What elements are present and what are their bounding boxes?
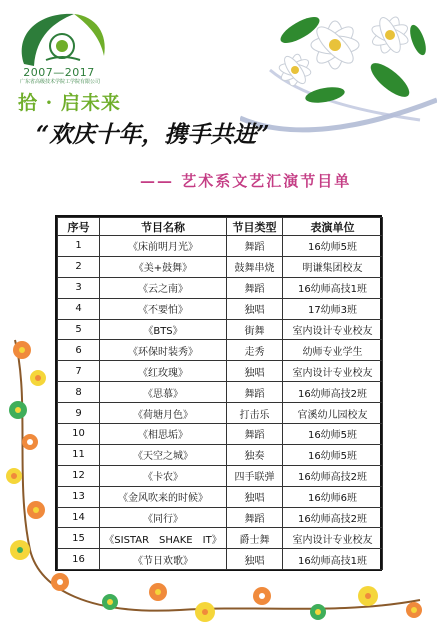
logo-slogan: 拾 · 启未来 bbox=[18, 92, 121, 114]
row-number: 6 bbox=[58, 340, 100, 361]
program-type: 舞蹈 bbox=[227, 507, 283, 528]
program-type: 独唱 bbox=[227, 298, 283, 319]
program-type: 走秀 bbox=[227, 340, 283, 361]
program-type: 舞蹈 bbox=[227, 382, 283, 403]
table-header-row bbox=[58, 218, 383, 236]
program-type: 舞蹈 bbox=[227, 277, 283, 298]
program-name: 《云之南》 bbox=[100, 277, 227, 298]
program-name: 《SISTAR SHAKE IT》 bbox=[100, 528, 227, 549]
performer: 室内设计专业校友 bbox=[283, 528, 383, 549]
table-row bbox=[58, 507, 383, 528]
table-row bbox=[58, 403, 383, 424]
table-row bbox=[58, 298, 383, 319]
performer: 室内设计专业校友 bbox=[283, 319, 383, 340]
program-type: 街舞 bbox=[227, 319, 283, 340]
performer: 16幼师5班 bbox=[283, 236, 383, 257]
table-row bbox=[58, 382, 383, 403]
motto-heading: “欢庆十年，携手共进” bbox=[36, 121, 270, 148]
program-name: 《天空之城》 bbox=[100, 444, 227, 465]
program-name: 《荷塘月色》 bbox=[100, 403, 227, 424]
program-name: 《环保时装秀》 bbox=[100, 340, 227, 361]
row-number: 8 bbox=[58, 382, 100, 403]
program-type: 打击乐 bbox=[227, 403, 283, 424]
program-name: 《不要怕》 bbox=[100, 298, 227, 319]
row-number: 3 bbox=[58, 277, 100, 298]
table-row bbox=[58, 444, 383, 465]
white-flowers-decoration bbox=[240, 0, 437, 140]
table-row bbox=[58, 486, 383, 507]
row-number: 4 bbox=[58, 298, 100, 319]
performer: 16幼师高技2班 bbox=[283, 507, 383, 528]
performer: 官溪幼儿园校友 bbox=[283, 403, 383, 424]
performer: 明谦集团校友 bbox=[283, 256, 383, 277]
program-type: 鼓舞串烧 bbox=[227, 256, 283, 277]
table-row bbox=[58, 424, 383, 445]
row-number: 7 bbox=[58, 361, 100, 382]
table-row bbox=[58, 236, 383, 257]
performer: 16幼师高技1班 bbox=[283, 549, 383, 570]
program-name: 《思慕》 bbox=[100, 382, 227, 403]
program-name: 《卡农》 bbox=[100, 465, 227, 486]
program-type: 四手联弹 bbox=[227, 465, 283, 486]
table-row bbox=[58, 256, 383, 277]
row-number: 12 bbox=[58, 465, 100, 486]
row-number: 5 bbox=[58, 319, 100, 340]
table-row bbox=[58, 340, 383, 361]
program-name: 《美+鼓舞》 bbox=[100, 256, 227, 277]
program-name: 《节日欢歌》 bbox=[100, 549, 227, 570]
row-number: 2 bbox=[58, 256, 100, 277]
performer: 幼师专业学生 bbox=[283, 340, 383, 361]
table-row bbox=[58, 277, 383, 298]
program-type: 独唱 bbox=[227, 549, 283, 570]
program-name: 《红玫瑰》 bbox=[100, 361, 227, 382]
logo-years: 2007—2017 bbox=[23, 66, 95, 79]
row-number: 10 bbox=[58, 424, 100, 445]
row-number: 14 bbox=[58, 507, 100, 528]
table-row bbox=[58, 361, 383, 382]
table-row bbox=[58, 528, 383, 549]
row-number: 1 bbox=[58, 236, 100, 257]
program-name: 《相思垢》 bbox=[100, 424, 227, 445]
program-table bbox=[55, 215, 382, 571]
program-name: 《同行》 bbox=[100, 507, 227, 528]
performer: 16幼师高技1班 bbox=[283, 277, 383, 298]
program-type: 独奏 bbox=[227, 444, 283, 465]
program-title: —— 艺术系文艺汇演节目单 bbox=[140, 172, 352, 190]
row-number: 13 bbox=[58, 486, 100, 507]
column-header-type: 节目类型 bbox=[227, 218, 283, 236]
program-type: 爵士舞 bbox=[227, 528, 283, 549]
row-number: 9 bbox=[58, 403, 100, 424]
program-type: 独唱 bbox=[227, 361, 283, 382]
program-name: 《金风吹来的时候》 bbox=[100, 486, 227, 507]
row-number: 16 bbox=[58, 549, 100, 570]
row-number: 15 bbox=[58, 528, 100, 549]
performer: 16幼师5班 bbox=[283, 444, 383, 465]
performer: 16幼师高技2班 bbox=[283, 465, 383, 486]
performer: 16幼师高技2班 bbox=[283, 382, 383, 403]
performer: 17幼师3班 bbox=[283, 298, 383, 319]
program-type: 舞蹈 bbox=[227, 424, 283, 445]
column-header-program: 节目名称 bbox=[100, 218, 227, 236]
program-type: 舞蹈 bbox=[227, 236, 283, 257]
program-name: 《BTS》 bbox=[100, 319, 227, 340]
performer: 室内设计专业校友 bbox=[283, 361, 383, 382]
table-row bbox=[58, 549, 383, 570]
logo-school-name: 广东省高级技术学院工学院有限公司 bbox=[19, 79, 100, 85]
performer: 16幼师6班 bbox=[283, 486, 383, 507]
table-row bbox=[58, 465, 383, 486]
program-name: 《床前明月光》 bbox=[100, 236, 227, 257]
table-row bbox=[58, 319, 383, 340]
performer: 16幼师5班 bbox=[283, 424, 383, 445]
program-type: 独唱 bbox=[227, 486, 283, 507]
column-header-number: 序号 bbox=[58, 218, 100, 236]
row-number: 11 bbox=[58, 444, 100, 465]
column-header-performer: 表演单位 bbox=[283, 218, 383, 236]
